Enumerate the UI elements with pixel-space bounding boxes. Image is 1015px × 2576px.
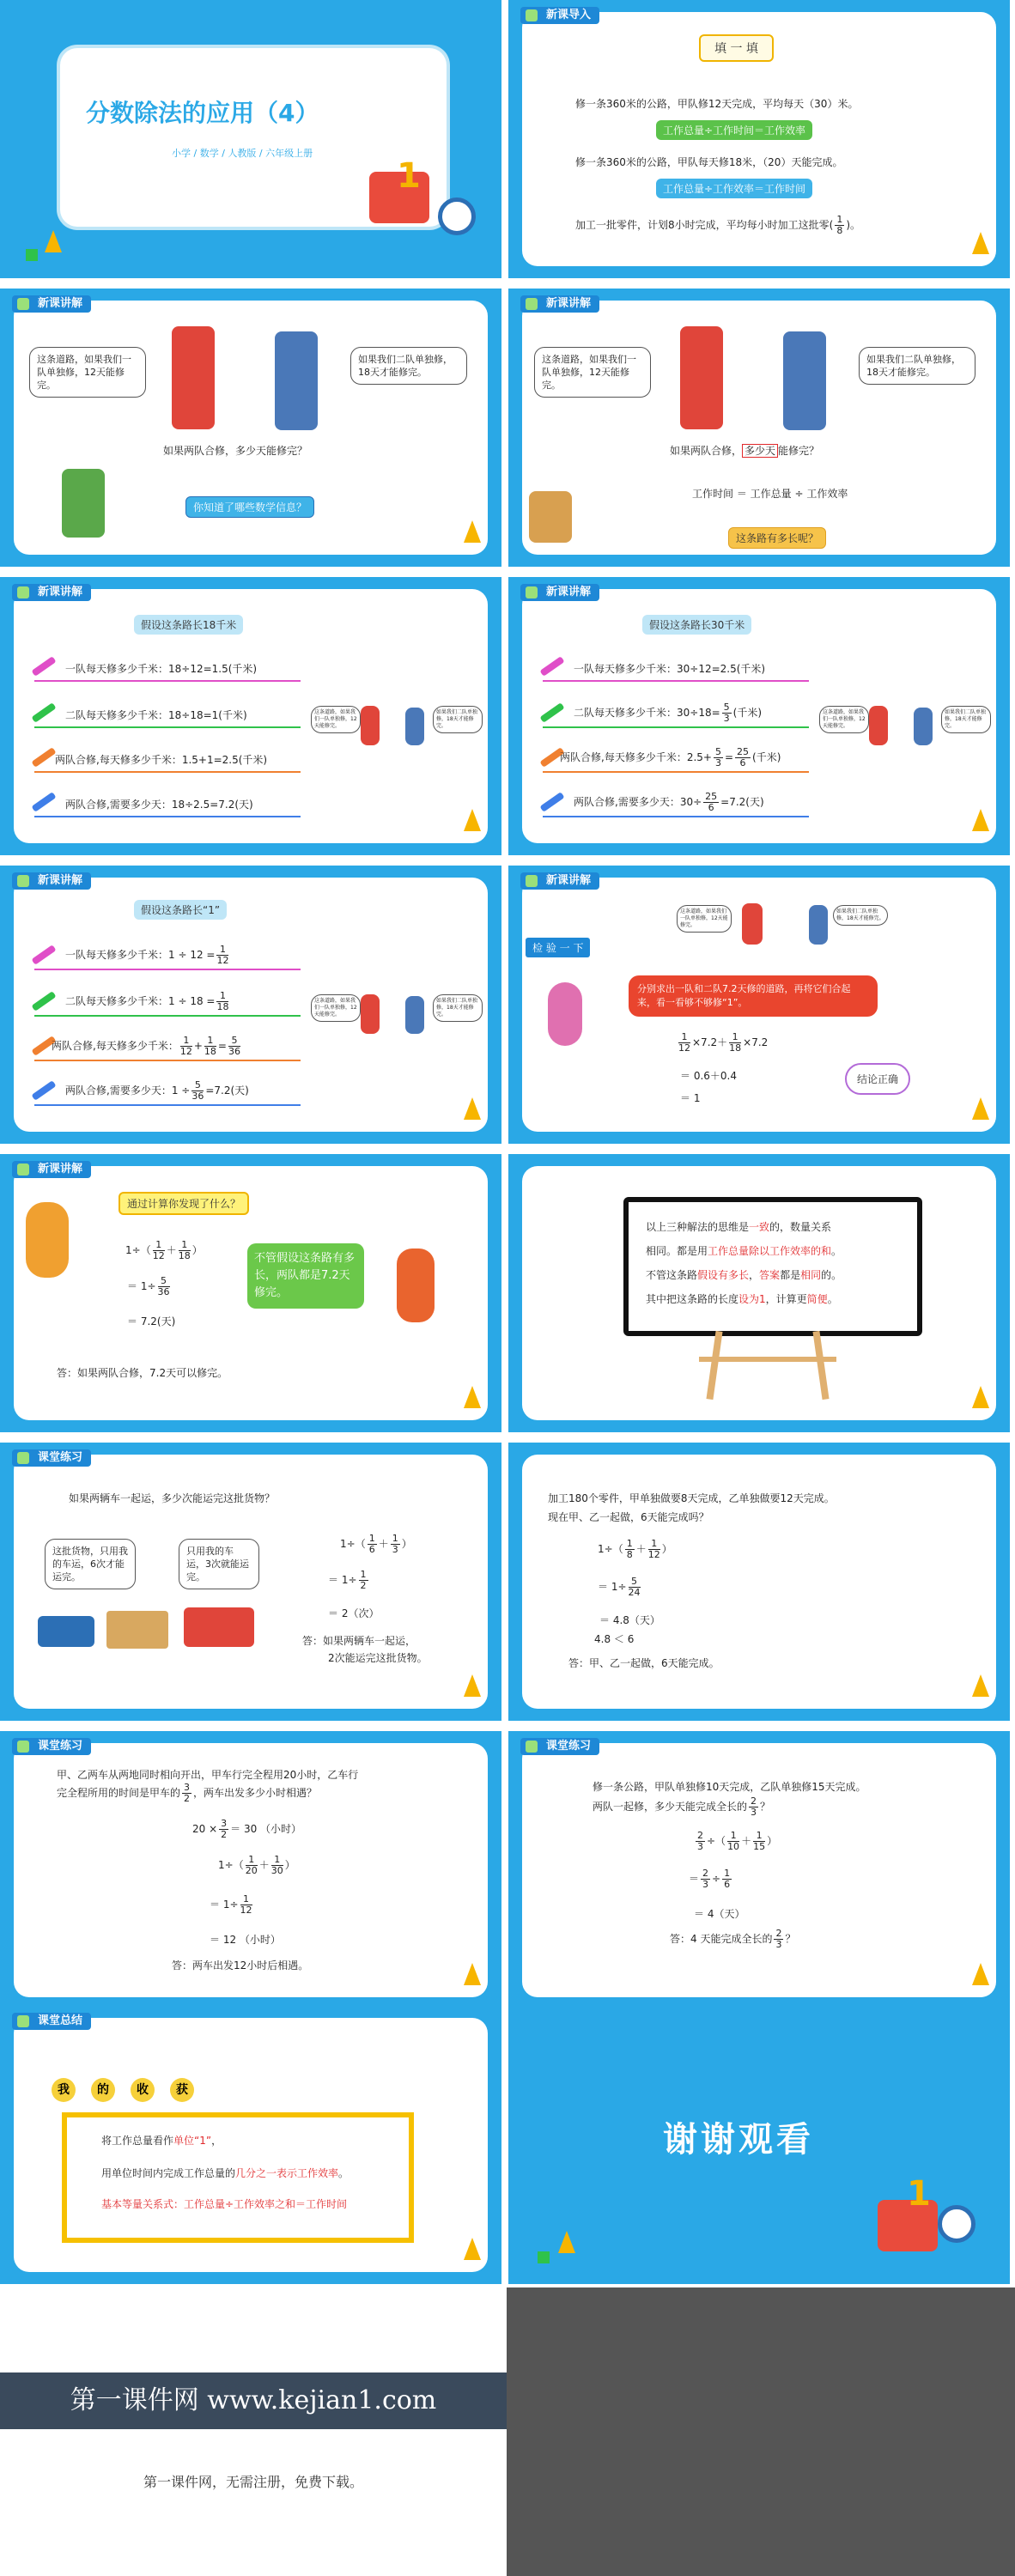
- line-3: 两队合修,每天修多少千米：1.5+1=2.5(千米): [55, 754, 268, 766]
- line-1: 一队每天修多少千米：30÷12=2.5(千米): [574, 663, 766, 675]
- fraction: $\frac{5}{36}$: [228, 1035, 240, 1057]
- calc-eq-3: ＝ 2（次）: [328, 1607, 380, 1619]
- q-part-3: 能修完？: [778, 445, 820, 457]
- board-easel-bar: [699, 1357, 836, 1362]
- fraction: $\frac{1}{12}$: [240, 1893, 252, 1916]
- q-part-1: 如果两队合修，: [670, 445, 743, 457]
- info-question-box: 你知道了哪些数学信息？: [185, 496, 314, 518]
- fraction: $\frac{2}{3}$: [775, 1928, 782, 1950]
- practice-question-2: 完全程所用的时间是甲车的 $\frac{3}{2}$ ，两车出发多少小时相遇？: [57, 1782, 318, 1804]
- worker-1-figure: [742, 903, 763, 945]
- line-2: 二队每天修多少千米：18÷18=1(千米): [65, 709, 247, 721]
- fraction: $\frac{1}{30}$: [270, 1854, 283, 1876]
- section-tag: 课堂练习: [12, 1449, 91, 1467]
- fraction: $\frac{5}{36}$: [191, 1079, 204, 1102]
- section-tag: 新课讲解: [12, 295, 91, 313]
- answer-text: 答：两车出发12小时后相遇。: [172, 1959, 309, 1971]
- small-bubble-2: 如果我们二队单独修，18天才能修完。: [833, 905, 888, 926]
- worker-2-figure: [405, 996, 424, 1034]
- divider: [543, 726, 809, 728]
- slide-lesson-2: [508, 289, 1010, 567]
- calc-eq-3: ＝ 7.2(天): [127, 1315, 176, 1327]
- divider: [34, 771, 301, 773]
- check-eq-1: $\frac{1}{12}$ ×7.2＋ $\frac{1}{18}$ ×7.2: [678, 1031, 769, 1054]
- cube-icon: [26, 249, 38, 261]
- slide-lesson-1: [0, 289, 501, 567]
- road-length-box: 这条路有多长呢？: [728, 527, 826, 549]
- worker-2-figure: [809, 905, 828, 945]
- fraction: $\frac{1}{12}$: [152, 1239, 165, 1261]
- prompt-box: 分别求出一队和二队7.2天修的道路，再将它们合起来，看一看够不够修“1”。: [629, 975, 878, 1017]
- gain-char-2: 的: [91, 2078, 115, 2102]
- fraction: $\frac{3}{2}$: [221, 1818, 228, 1840]
- calc-eq-4: ＝ 12 （小时）: [210, 1934, 281, 1946]
- fraction: $\frac{2}{3}$: [702, 1868, 709, 1890]
- girl-figure: [548, 982, 582, 1046]
- number-one-icon: 1: [397, 156, 421, 196]
- triangle-icon: [972, 1674, 989, 1697]
- worker-2-figure: [405, 708, 424, 745]
- formula-box-1: 工作总量÷工作时间＝工作效率: [656, 120, 812, 140]
- summary-line-3: 基本等量关系式：工作总量÷工作效率之和＝工作时间: [101, 2198, 348, 2210]
- slide-discover: [0, 1154, 501, 1432]
- fraction: $\frac{3}{2}$: [184, 1782, 191, 1804]
- speech-bubble-truck1: 这批货物，只用我的车运，6次才能运完。: [45, 1539, 136, 1589]
- question-2: 修一条360米的公路，甲队每天修18米，（20）天能完成。: [575, 156, 843, 168]
- divider: [543, 771, 809, 773]
- slide-assume-1: [0, 866, 501, 1144]
- worker-1-figure: [172, 326, 215, 429]
- fraction: $\frac{2}{3}$: [697, 1830, 703, 1852]
- board-line-1: 以上三种解法的思维是一致的，数量关系: [646, 1221, 832, 1233]
- slide-title-text: 分数除法的应用（4）: [86, 99, 319, 127]
- board-line-4: 其中把这条路的长度设为1，计算更简便。: [646, 1293, 838, 1305]
- q3-text-a: 加工一批零件，计划8小时完成，平均每小时加工这批零(: [575, 219, 834, 231]
- small-bubble-2: 如果我们二队单独修，18天才能修完。: [433, 706, 483, 733]
- slide-summary-board: [508, 1154, 1010, 1432]
- triangle-icon: [972, 232, 989, 254]
- board-line-3: 不管这条路假设有多长，答案都是相同的。: [646, 1269, 842, 1281]
- worker-1-figure: [680, 326, 723, 429]
- calc-eq-2: ＝ 1÷ $\frac{5}{36}$: [127, 1275, 170, 1297]
- worker-1-figure: [361, 706, 380, 745]
- answer-text: 答：4 天能完成全长的 $\frac{2}{3}$ ？: [670, 1928, 796, 1950]
- formula-text: 工作时间 ＝ 工作总量 ÷ 工作效率: [692, 488, 848, 500]
- divider: [34, 726, 301, 728]
- triangle-icon: [45, 230, 62, 252]
- divider: [34, 816, 301, 817]
- answer-text: 答：如果两队合修，7.2天可以修完。: [57, 1367, 228, 1379]
- line-2: 二队每天修多少千米：30÷18= $\frac{5}{3}$ (千米): [574, 702, 763, 724]
- slide-practice-2: [508, 1443, 1010, 1721]
- fraction: $\frac{1}{15}$: [753, 1830, 766, 1852]
- section-tag: 新课讲解: [12, 584, 91, 601]
- fraction: $\frac{5}{24}$: [628, 1576, 641, 1598]
- assume-header: 假设这条路长“1”: [134, 900, 227, 920]
- question-3: [575, 215, 860, 236]
- triangle-icon: [464, 2238, 481, 2260]
- gain-char-1: 我: [52, 2078, 76, 2102]
- calc-eq-3: ＝ 4.8（天）: [599, 1614, 660, 1626]
- slide-assume-30: [508, 577, 1010, 855]
- line-1: 一队每天修多少千米：1 ÷ 12 = $\frac{1}{12}$: [65, 944, 229, 966]
- line-2: 二队每天修多少千米：1 ÷ 18 = $\frac{1}{18}$: [65, 990, 229, 1012]
- practice-question-1: 加工180个零件，甲单独做要8天完成，乙单独做要12天完成。: [548, 1492, 835, 1504]
- practice-question-2: 两队一起修，多少天能完成全长的 $\frac{2}{3}$ ？: [593, 1795, 771, 1818]
- fraction: $\frac{2}{3}$: [751, 1795, 757, 1818]
- magnifier-icon: [438, 197, 476, 235]
- answer-text: 答：甲、乙一起做，6天能完成。: [568, 1657, 720, 1669]
- conclusion-cloud: 结论正确: [845, 1063, 910, 1095]
- check-eq-3: ＝ 1: [680, 1092, 701, 1104]
- worker-2-figure: [914, 708, 933, 745]
- divider: [34, 969, 301, 970]
- speech-bubble-team2: 如果我们二队单独修，18天才能修完。: [350, 347, 467, 385]
- triangle-icon: [464, 1097, 481, 1120]
- question-text: [670, 443, 819, 458]
- slide-card: [522, 301, 996, 555]
- small-bubble-1: 这条道路，如果我们一队单独修，12天能修完。: [311, 706, 361, 733]
- line-4: 两队合修,需要多少天：30÷ $\frac{25}{6}$ =7.2(天): [574, 791, 764, 813]
- boy-figure: [397, 1249, 435, 1322]
- speech-bubble-team1: 这条道路，如果我们一队单独修，12天能修完。: [29, 347, 146, 398]
- summary-line-1: 将工作总量看作单位“1”，: [101, 2135, 222, 2147]
- slide-practice-4: [508, 1731, 1010, 2009]
- line-3: 两队合修,每天修多少千米：2.5+ $\frac{5}{3}$ = $\frac{25}{6}$ (千米): [560, 746, 781, 769]
- section-tag: 课堂总结: [12, 2013, 91, 2030]
- calc-eq-2: ＝ 1÷ $\frac{1}{2}$: [328, 1569, 367, 1591]
- assume-header: 假设这条路长30千米: [642, 615, 751, 635]
- calc-eq-1: $\frac{2}{3}$ ÷（ $\frac{1}{10}$ ＋ $\frac{1}{15}$ ）: [697, 1830, 778, 1852]
- practice-question-2: 现在甲、乙一起做，6天能完成吗？: [548, 1511, 709, 1523]
- fraction: $\frac{25}{6}$: [705, 791, 718, 813]
- fill-header: 填 一 填: [699, 34, 774, 62]
- slide-subtitle: 小学 / 数学 / 人教版 / 六年级上册: [172, 148, 313, 159]
- site-brand-bar[interactable]: 第一课件网 www.kejian1.com: [0, 2372, 507, 2429]
- cargo-boxes: [106, 1611, 168, 1649]
- fraction: $\frac{1}{20}$: [245, 1854, 258, 1876]
- section-tag: 新课讲解: [520, 295, 599, 313]
- triangle-icon: [464, 809, 481, 831]
- site-note: 第一课件网，无需注册，免费下载。: [143, 2474, 363, 2490]
- q-highlight: 多少天: [742, 444, 778, 458]
- divider: [34, 1104, 301, 1106]
- gain-char-4: 获: [170, 2078, 194, 2102]
- fraction: $\frac{25}{6}$: [737, 746, 750, 769]
- slide-intro: [508, 0, 1010, 278]
- insight-box: 不管假设这条路有多长，两队都是7.2天修完。: [247, 1243, 364, 1309]
- section-tag: 课堂练习: [520, 1738, 599, 1755]
- worker-2-figure: [275, 331, 318, 430]
- gain-char-3: 收: [131, 2078, 155, 2102]
- fraction: $\frac{1}{12}$: [179, 1035, 192, 1057]
- fraction: $\frac{1}{8}$: [626, 1538, 633, 1560]
- red-truck-icon: [184, 1607, 254, 1647]
- small-bubble-2: 如果我们二队单独修，18天才能修完。: [433, 994, 483, 1022]
- section-tag: 课堂练习: [12, 1738, 91, 1755]
- divider: [34, 1015, 301, 1017]
- fraction: $\frac{1}{2}$: [360, 1569, 367, 1591]
- triangle-icon: [972, 809, 989, 831]
- check-eq-2: ＝ 0.6＋0.4: [680, 1070, 737, 1082]
- fraction: $\frac{5}{3}$: [723, 702, 730, 724]
- question-text: 如果两队合修，多少天能修完？: [163, 445, 308, 457]
- calc-eq-1: 1÷（ $\frac{1}{6}$ ＋ $\frac{1}{3}$ ）: [340, 1533, 412, 1555]
- fraction: $\frac{5}{36}$: [157, 1275, 170, 1297]
- triangle-icon: [972, 1963, 989, 1985]
- blue-truck-icon: [38, 1616, 94, 1647]
- summary-line-2: 用单位时间内完成工作总量的几分之一表示工作效率。: [101, 2167, 349, 2179]
- calc-eq-1: 1÷（ $\frac{1}{12}$ ＋ $\frac{1}{18}$ ）: [125, 1239, 203, 1261]
- speech-bubble-team1: 这条道路，如果我们一队单独修，12天能修完。: [534, 347, 651, 398]
- answer-line-2: 2次能运完这批货物。: [328, 1652, 428, 1664]
- number-one-icon: 1: [907, 2174, 931, 2214]
- fraction: $\frac{1}{18}$: [216, 990, 229, 1012]
- calc-eq-2: ＝ 1÷ $\frac{5}{24}$: [598, 1576, 641, 1598]
- q3-text-b: )。: [846, 219, 861, 231]
- worker-1-figure: [869, 706, 888, 745]
- line-3: 两队合修,每天修多少千米： $\frac{1}{12}$ + $\frac{1}{18}$ = $\frac{5}{36}$: [52, 1035, 240, 1057]
- calc-eq-4: 4.8 ＜ 6: [594, 1633, 635, 1645]
- slide-check: [508, 866, 1010, 1144]
- triangle-icon: [464, 520, 481, 543]
- cube-icon: [538, 2251, 550, 2263]
- calc-eq-2: ＝ $\frac{2}{3}$ ÷ $\frac{1}{6}$: [689, 1868, 731, 1890]
- teacher-figure: [26, 1202, 69, 1278]
- fraction: $\frac{1}{6}$: [368, 1533, 375, 1555]
- fraction: $\frac{1}{18}$: [178, 1239, 191, 1261]
- worker-2-figure: [783, 331, 826, 430]
- teacher-figure: [62, 469, 105, 538]
- calc-eq-1: 20 × $\frac{3}{2}$ ＝ 30 （小时）: [192, 1818, 302, 1840]
- section-tag: 新课讲解: [520, 872, 599, 890]
- check-label: 检 验 一 下: [526, 938, 590, 957]
- triangle-icon: [972, 1097, 989, 1120]
- practice-question-1: 甲、乙两车从两地同时相向开出，甲车行完全程用20小时，乙车行: [57, 1769, 359, 1781]
- small-bubble-2: 如果我们二队单独修，18天才能修完。: [941, 706, 991, 733]
- line-1: 一队每天修多少千米：18÷12=1.5(千米): [65, 663, 258, 675]
- kids-figure: [529, 491, 572, 543]
- fraction: $\frac{1}{10}$: [727, 1830, 740, 1852]
- fraction: $\frac{1}{18}$: [729, 1031, 742, 1054]
- triangle-icon: [558, 2231, 575, 2253]
- small-bubble-1: 这条道路，如果我们一队单独修，12天能修完。: [677, 905, 732, 933]
- section-tag: 新课讲解: [12, 1161, 91, 1178]
- divider: [543, 680, 809, 682]
- small-bubble-1: 这条道路，如果我们一队单独修，12天能修完。: [819, 706, 869, 733]
- fraction: $\frac{5}{3}$: [714, 746, 721, 769]
- speech-bubble-truck2: 只用我的车运，3次就能运完。: [179, 1539, 259, 1589]
- small-bubble-1: 这条道路，如果我们一队单独修，12天能修完。: [311, 994, 361, 1022]
- line-4: 两队合修,需要多少天：1 ÷ $\frac{5}{36}$ =7.2(天): [65, 1079, 249, 1102]
- triangle-icon: [464, 1674, 481, 1697]
- triangle-icon: [464, 1963, 481, 1985]
- triangle-icon: [972, 1386, 989, 1408]
- worker-1-figure: [361, 994, 380, 1034]
- fraction: $\frac{1}{8}$: [836, 214, 843, 236]
- fraction: $\frac{1}{12}$: [647, 1538, 660, 1560]
- calc-eq-1: 1÷（ $\frac{1}{8}$ ＋ $\frac{1}{12}$ ）: [598, 1538, 672, 1560]
- triangle-icon: [464, 1386, 481, 1408]
- assume-header: 假设这条路长18千米: [134, 615, 243, 635]
- fraction: $\frac{1}{12}$: [216, 944, 229, 966]
- answer-line-1: 答：如果两辆车一起运，: [302, 1635, 416, 1647]
- speech-bubble-team2: 如果我们二队单独修，18天才能修完。: [859, 347, 975, 385]
- board-line-2: 相同。都是用工作总量除以工作效率的和。: [646, 1245, 842, 1257]
- whiteboard: [623, 1197, 922, 1336]
- empty-panel: [507, 2287, 1015, 2576]
- divider: [543, 816, 809, 817]
- slide-assume-18: [0, 577, 501, 855]
- slide-thanks: [508, 2006, 1010, 2284]
- practice-question-1: 修一条公路，甲队单独修10天完成，乙队单独修15天完成。: [593, 1781, 866, 1793]
- section-tag: 新课讲解: [12, 872, 91, 890]
- practice-question: 如果两辆车一起运，多少次能运完这批货物？: [69, 1492, 276, 1504]
- section-tag: 新课讲解: [520, 584, 599, 601]
- slide-title: [0, 0, 501, 278]
- question-1: 修一条360米的公路，甲队修12天完成，平均每天（30）米。: [575, 98, 859, 110]
- divider: [34, 680, 301, 682]
- fraction: $\frac{1}{3}$: [392, 1533, 398, 1555]
- formula-box-2: 工作总量÷工作效率＝工作时间: [656, 179, 812, 198]
- calc-eq-3: ＝ 1÷ $\frac{1}{12}$: [210, 1893, 252, 1916]
- fraction: $\frac{1}{12}$: [678, 1031, 690, 1054]
- divider: [34, 1060, 301, 1061]
- discover-question: 通过计算你发现了什么？: [119, 1192, 249, 1215]
- section-tag: 新课导入: [520, 7, 599, 24]
- magnifier-icon: [938, 2205, 975, 2243]
- slide-practice-3: [0, 1731, 501, 2009]
- slide-summary: [0, 2006, 501, 2284]
- line-4: 两队合修,需要多少天：18÷2.5=7.2(天): [65, 799, 253, 811]
- fraction: $\frac{1}{18}$: [204, 1035, 216, 1057]
- calc-eq-3: ＝ 4（天）: [694, 1908, 745, 1920]
- thanks-text: 谢谢观看: [663, 2120, 814, 2160]
- fraction: $\frac{1}{6}$: [724, 1868, 731, 1890]
- slide-practice-1: [0, 1443, 501, 1721]
- calc-eq-2: 1÷（ $\frac{1}{20}$ ＋ $\frac{1}{30}$ ）: [218, 1854, 295, 1876]
